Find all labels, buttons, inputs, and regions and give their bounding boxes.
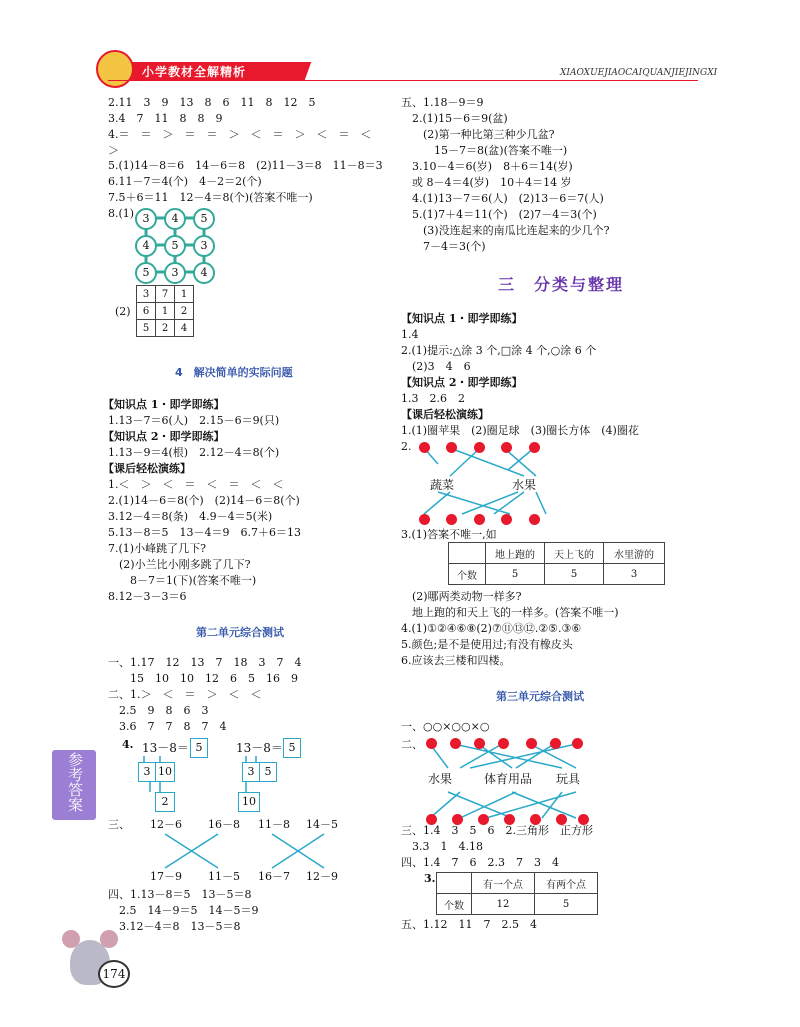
u2-tail-2: 3.12－4＝8 13－5＝8 [108, 920, 241, 933]
table-cell: 12 [472, 894, 535, 915]
circle-2: 5 [193, 208, 215, 230]
grid-cell: 6 [137, 303, 156, 320]
right-line-1: 2.(1)15－6＝9(盆) [401, 112, 508, 125]
grid-cell: 7 [156, 286, 175, 303]
table-cell: 3 [604, 564, 665, 585]
right-line-7: 5.(1)7＋4＝11(个) (2)7－4＝3(个) [401, 208, 597, 221]
circle-0: 3 [135, 208, 157, 230]
san-match-lines [140, 832, 340, 872]
tree-a-part1: 3 [138, 762, 156, 782]
after-table-0: (2)哪两类动物一样多? [401, 590, 522, 603]
u3-line-2: 四、1.4 7 6 2.3 7 3 4 [401, 856, 559, 869]
s4-line-3: 1.13－9＝4(根) 2.12－4＝8(个) [108, 446, 280, 459]
dot [529, 442, 540, 453]
ch3-line-7: 1.(1)圈苹果 (2)圈足球 (3)圈长方体 (4)圈花 [401, 424, 639, 437]
right-line-0: 五、1.18－9＝9 [401, 96, 484, 109]
left-line-2: 4.＝ ＝ ＞ ＝ ＝ ＞ ＜ ＝ ＞ ＜ ＝ ＜ [108, 128, 372, 141]
circle-5: 3 [193, 235, 215, 257]
circle-8: 4 [193, 262, 215, 284]
ch3-line-6: 【课后轻松演练】 [401, 408, 489, 421]
left-line-1: 3.4 7 11 8 8 9 [108, 112, 223, 125]
chapter-title: 三 分类与整理 [498, 275, 625, 294]
dot [501, 442, 512, 453]
ch3-line-4: 【知识点 2・即学即练】 [401, 376, 523, 389]
after-table-3: 5.颜色;是不是使用过;有没有橡皮头 [401, 638, 573, 651]
tree-b-eq: 13－8＝ [236, 741, 283, 755]
header-title: 小学教材全解精析 [142, 65, 247, 79]
label-fruit: 水果 [428, 772, 453, 786]
san-top-3: 14－5 [306, 818, 338, 831]
right-line-8: (3)没连起来的南瓜比连起来的少几个? [401, 224, 610, 237]
dot [446, 514, 457, 525]
mascot-ear-left [62, 930, 80, 948]
grid-cell: 2 [175, 303, 194, 320]
s4-line-9: 7.(1)小峰跳了几下? [108, 542, 206, 555]
san-bottom-0: 17－9 [150, 870, 182, 883]
table-cell: 个数 [437, 894, 472, 915]
s4-line-8: 5.13－8＝5 13－4＝9 6.7＋6＝13 [108, 526, 301, 539]
tree-a-part2: 10 [155, 762, 175, 782]
grid-cell: 1 [175, 286, 194, 303]
s4-line-4: 【课后轻松演练】 [103, 462, 191, 475]
dot [450, 738, 461, 749]
ch3-line-5: 1.3 2.6 2 [401, 392, 465, 405]
u2-line-0: 一、1.17 12 13 7 18 3 7 4 [108, 656, 302, 669]
circle-6: 5 [135, 262, 157, 284]
table2-label: 3. [424, 872, 436, 885]
s4-line-6: 2.(1)14－6＝8(个) (2)14－6＝8(个) [108, 494, 300, 507]
unit3-line1: 一、○○×○○×○ [401, 720, 490, 733]
dot [419, 442, 430, 453]
section4-title: 4 解决简单的实际问题 [175, 366, 293, 379]
u2-tail-0: 四、1.13－8＝5 13－5＝8 [108, 888, 252, 901]
san-top-1: 16－8 [208, 818, 240, 831]
unit2-title: 第二单元综合测试 [196, 626, 284, 639]
s4-line-12: 8.12－3－3＝6 [108, 590, 187, 603]
u2-line-4: 3.6 7 7 8 7 4 [108, 720, 227, 733]
s4-line-0: 【知识点 1・即学即练】 [103, 398, 225, 411]
circle-1: 4 [164, 208, 186, 230]
grid-cell: 3 [137, 286, 156, 303]
s4-line-11: 8－7＝1(下)(答案不唯一) [108, 574, 257, 587]
label-vegetables: 蔬菜 [430, 478, 455, 492]
tree-a-eq: 13－8＝ [142, 741, 189, 755]
grid-cell: 1 [156, 303, 175, 320]
after-table-2: 4.(1)①②④⑥⑧(2)⑦⑪⑬⑫.②⑤.③⑥ [401, 622, 582, 635]
grid-cell: 5 [137, 320, 156, 337]
dot [501, 514, 512, 525]
grid-cell: 4 [175, 320, 194, 337]
u2-tail-1: 2.5 14－9＝5 14－5＝9 [108, 904, 259, 917]
table-cell: 5 [535, 894, 598, 915]
u2-line-3: 2.5 9 8 6 3 [108, 704, 209, 717]
table-cell: 个数 [449, 564, 486, 585]
after-table-1: 地上跑的和天上飞的一样多。(答案不唯一) [401, 606, 619, 619]
grid-label: (2) [115, 305, 131, 318]
label-sports: 体育用品 [484, 772, 533, 786]
left-line-5: 6.11－7＝4(个) 4－2＝2(个) [108, 175, 262, 188]
dot [474, 442, 485, 453]
animal-table [448, 542, 665, 585]
dots-table [436, 872, 598, 915]
s4-line-1: 1.13－7＝6(人) 2.15－6＝9(只) [108, 414, 280, 427]
san-top-2: 11－8 [258, 818, 290, 831]
dot [419, 514, 430, 525]
ch3-line-8: 2. [401, 440, 412, 453]
number-grid [136, 285, 194, 337]
header-logo [96, 50, 134, 88]
table-cell [449, 543, 486, 564]
san-bottom-1: 11－5 [208, 870, 240, 883]
table-cell: 5 [486, 564, 545, 585]
san-bottom-3: 12－9 [306, 870, 338, 883]
ch3-line-0: 【知识点 1・即学即练】 [401, 312, 523, 325]
right-line-6: 4.(1)13－7＝6(人) (2)13－6＝7(人) [401, 192, 604, 205]
s4-line-2: 【知识点 2・即学即练】 [103, 430, 225, 443]
left-line-7: 8.(1) [108, 207, 135, 220]
table-cell: 有两个点 [535, 873, 598, 894]
dot [526, 738, 537, 749]
label-fruits: 水果 [512, 478, 537, 492]
left-line-6: 7.5＋6＝11 12－4＝8(个)(答案不唯一) [108, 191, 313, 204]
s4-line-5: 1.＜ ＞ ＜ ＝ ＜ ＝ ＜ ＜ [108, 478, 284, 491]
circle-3: 4 [135, 235, 157, 257]
last-line: 五、1.12 11 7 2.5 4 [401, 918, 537, 931]
page-number: 174 [98, 960, 130, 988]
u3-line-0: 三、1.4 3 5 6 2.三角形 正方形 [401, 824, 593, 837]
u2-line-2: 二、1.＞ ＜ ＝ ＞ ＜ ＜ [108, 688, 262, 701]
after-table-4: 6.应该去三楼和四楼。 [401, 654, 511, 667]
left-line-4: 5.(1)14－8＝6 14－6＝8 (2)11－3＝8 11－8＝3 [108, 159, 383, 172]
dot [446, 442, 457, 453]
dot [474, 738, 485, 749]
table-cell: 水里游的 [604, 543, 665, 564]
right-line-5: 或 8－4＝4(岁) 10＋4＝14 岁 [401, 176, 572, 189]
header-rule [108, 80, 698, 81]
side-tab-label: 参考答案 [66, 752, 84, 812]
tree-b-part1: 3 [242, 762, 260, 782]
unit3-title: 第三单元综合测试 [496, 690, 584, 703]
right-line-4: 3.10－4＝6(岁) 8＋6＝14(岁) [401, 160, 573, 173]
table-cell: 有一个点 [472, 873, 535, 894]
s4-line-7: 3.12－4＝8(条) 4.9－4＝5(米) [108, 510, 273, 523]
grid-cell: 2 [156, 320, 175, 337]
san-label: 三、 [108, 818, 130, 831]
ch3-line-2: 2.(1)提示:△涂 3 个,□涂 4 个,○涂 6 个 [401, 344, 597, 357]
er-label: 二、 [401, 738, 423, 751]
dot [498, 738, 509, 749]
table-cell [437, 873, 472, 894]
left-line-0: 2.11 3 9 13 8 6 11 8 12 5 [108, 96, 316, 109]
header-subtitle: XIAOXUEJIAOCAIQUANJIEJINGXI [560, 68, 718, 78]
label-toys: 玩具 [556, 772, 581, 786]
u3-line-1: 3.3 1 4.18 [401, 840, 483, 853]
q4-label: 4. [122, 738, 134, 751]
q3-label: 3.(1)答案不唯一,如 [401, 528, 497, 541]
dot [529, 514, 540, 525]
circle-7: 3 [164, 262, 186, 284]
left-line-3: ＞ [108, 144, 119, 157]
tree-a-bottom: 2 [155, 792, 175, 812]
ch3-line-1: 1.4 [401, 328, 419, 341]
table-cell: 天上飞的 [545, 543, 604, 564]
dot [572, 738, 583, 749]
san-bottom-2: 16－7 [258, 870, 290, 883]
tree-b-ans: 5 [283, 738, 301, 758]
right-line-3: 15－7＝8(盆)(答案不唯一) [401, 144, 568, 157]
tree-b-bottom: 10 [238, 792, 260, 812]
dot [550, 738, 561, 749]
s4-line-10: (2)小兰比小刚多跳了几下? [108, 558, 251, 571]
circle-4: 5 [164, 235, 186, 257]
dot [426, 738, 437, 749]
san-top-0: 12－6 [150, 818, 182, 831]
table-cell: 5 [545, 564, 604, 585]
u2-line-1: 15 10 10 12 6 5 16 9 [108, 672, 298, 685]
tree-a-ans: 5 [190, 738, 208, 758]
right-line-2: (2)第一种比第三种少几盆? [401, 128, 555, 141]
dot [474, 514, 485, 525]
ch3-line-3: (2)3 4 6 [401, 360, 471, 373]
tree-b-part2: 5 [259, 762, 277, 782]
table-cell: 地上跑的 [486, 543, 545, 564]
right-line-9: 7－4＝3(个) [401, 240, 486, 253]
